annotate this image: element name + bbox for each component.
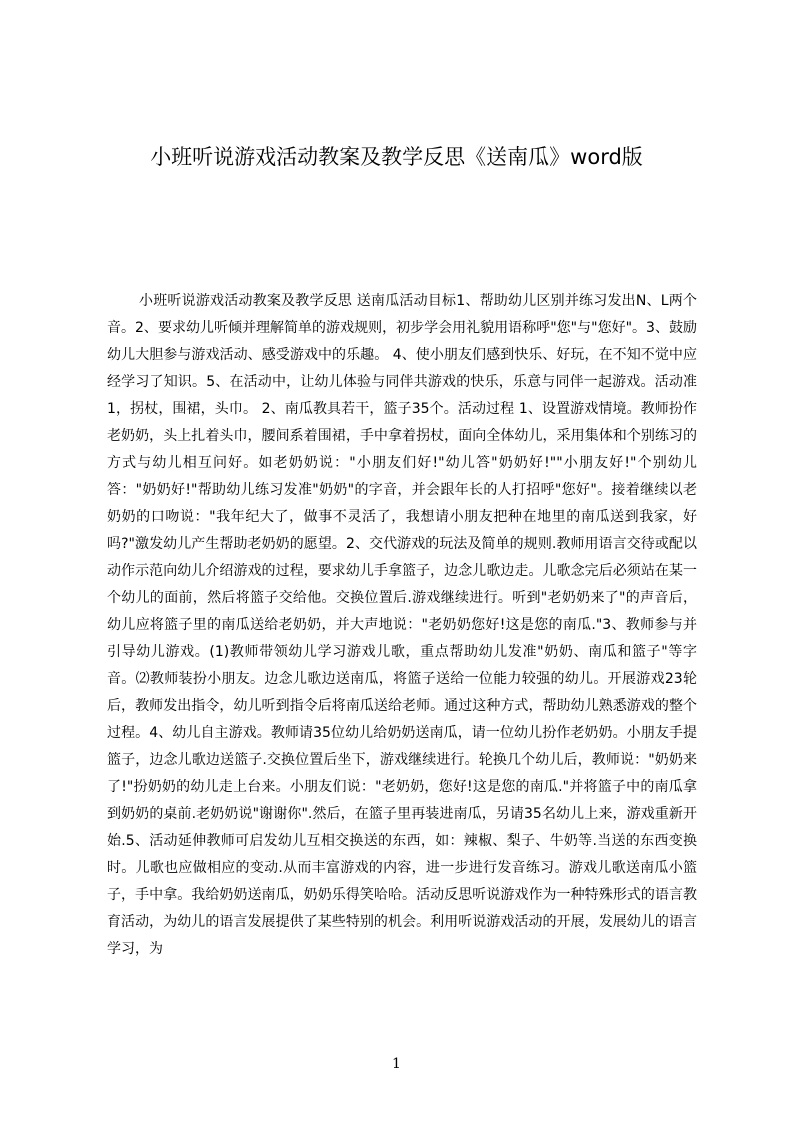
body-paragraph: 小班听说游戏活动教案及教学反思 送南瓜活动目标1、帮助幼儿区别并练习发出N、L两个音。2、要求幼儿听倾并理解简单的游戏规则，初步学会用礼貌用语称呼"您"与"您好"。3、鼓励幼儿大胆参与游戏活动、感受游戏中的乐趣。 4、使小朋友们感到快乐、好玩，在不知不觉中应经学习了知识。5、在活动中，让幼儿体验与同伴共游戏的快乐，乐意与同伴一起游戏。活动准1，拐杖，围裙，头巾。 2、南瓜教具若干，篮子35个。活动过程 1、设置游戏情境。教师扮作老奶奶，头上扎着头巾，腰间系着围裙，手中拿着拐杖，面向全体幼儿，采用集体和个别练习的方式与幼儿相互问好。如老奶奶说："小朋友们好!"幼儿答"奶奶好!""小朋友好!"个别幼儿答："奶奶好!"帮助幼儿练习发准"奶奶"的字音，并会跟年长的人打招呼"您好"。接着继续以老奶奶的口吻说："我年纪大了，做事不灵活了，我想请小朋友把种在地里的南瓜送到我家，好吗?"激发幼儿产生帮助老奶奶的愿望。2、交代游戏的玩法及简单的规则.教师用语言交待或配以动作示范向幼儿介绍游戏的过程，要求幼儿手拿篮子，边念儿歌边走。儿歌念完后必须站在某一个幼儿的面前，然后将篮子交给他。交换位置后.游戏继续进行。听到"老奶奶来了"的声音后，幼儿应将篮子里的南瓜送给老奶奶，并大声地说："老奶奶您好!这是您的南瓜."3、教师参与并引导幼儿游戏。(1)教师带领幼儿学习游戏儿歌，重点帮助幼儿发准"奶奶、南瓜和篮子"等字音。⑵教师装扮小朋友。边念儿歌边送南瓜，将篮子送给一位能力较强的幼儿。开展游戏23轮后，教师发出指令，幼儿听到指令后将南瓜送给老师。通过这种方式，帮助幼儿熟悉游戏的整个过程。4、幼儿自主游戏。教师请35位幼儿给奶奶送南瓜，请一位幼儿扮作老奶奶。小朋友手提篮子，边念儿歌边送篮子.交换位置后坐下，游戏继续进行。轮换几个幼儿后，教师说："奶奶来了!"扮奶奶的幼儿走上台来。小朋友们说："老奶奶，您好!这是您的南瓜."并将篮子中的南瓜拿到奶奶的桌前.老奶奶说"谢谢你".然后，在篮子里再装进南瓜，另请35名幼儿上来，游戏重新开始.5、活动延伸教师可启发幼儿互相交换送的东西，如：辣椒、梨子、牛奶等.当送的东西变换时。儿歌也应做相应的变动.从而丰富游戏的内容，进一步进行发音练习。游戏儿歌送南瓜小篮子，手中拿。我给奶奶送南瓜，奶奶乐得笑哈哈。活动反思听说游戏作为一种特殊形式的语言教育活动，为幼儿的语言发展提供了某些特别的机会。利用听说游戏活动的开展，发展幼儿的语言学习，为 [107, 293, 697, 957]
page-number: 1 [392, 1056, 401, 1072]
document-title: 小班听说游戏活动教案及教学反思《送南瓜》word版 [150, 145, 643, 169]
